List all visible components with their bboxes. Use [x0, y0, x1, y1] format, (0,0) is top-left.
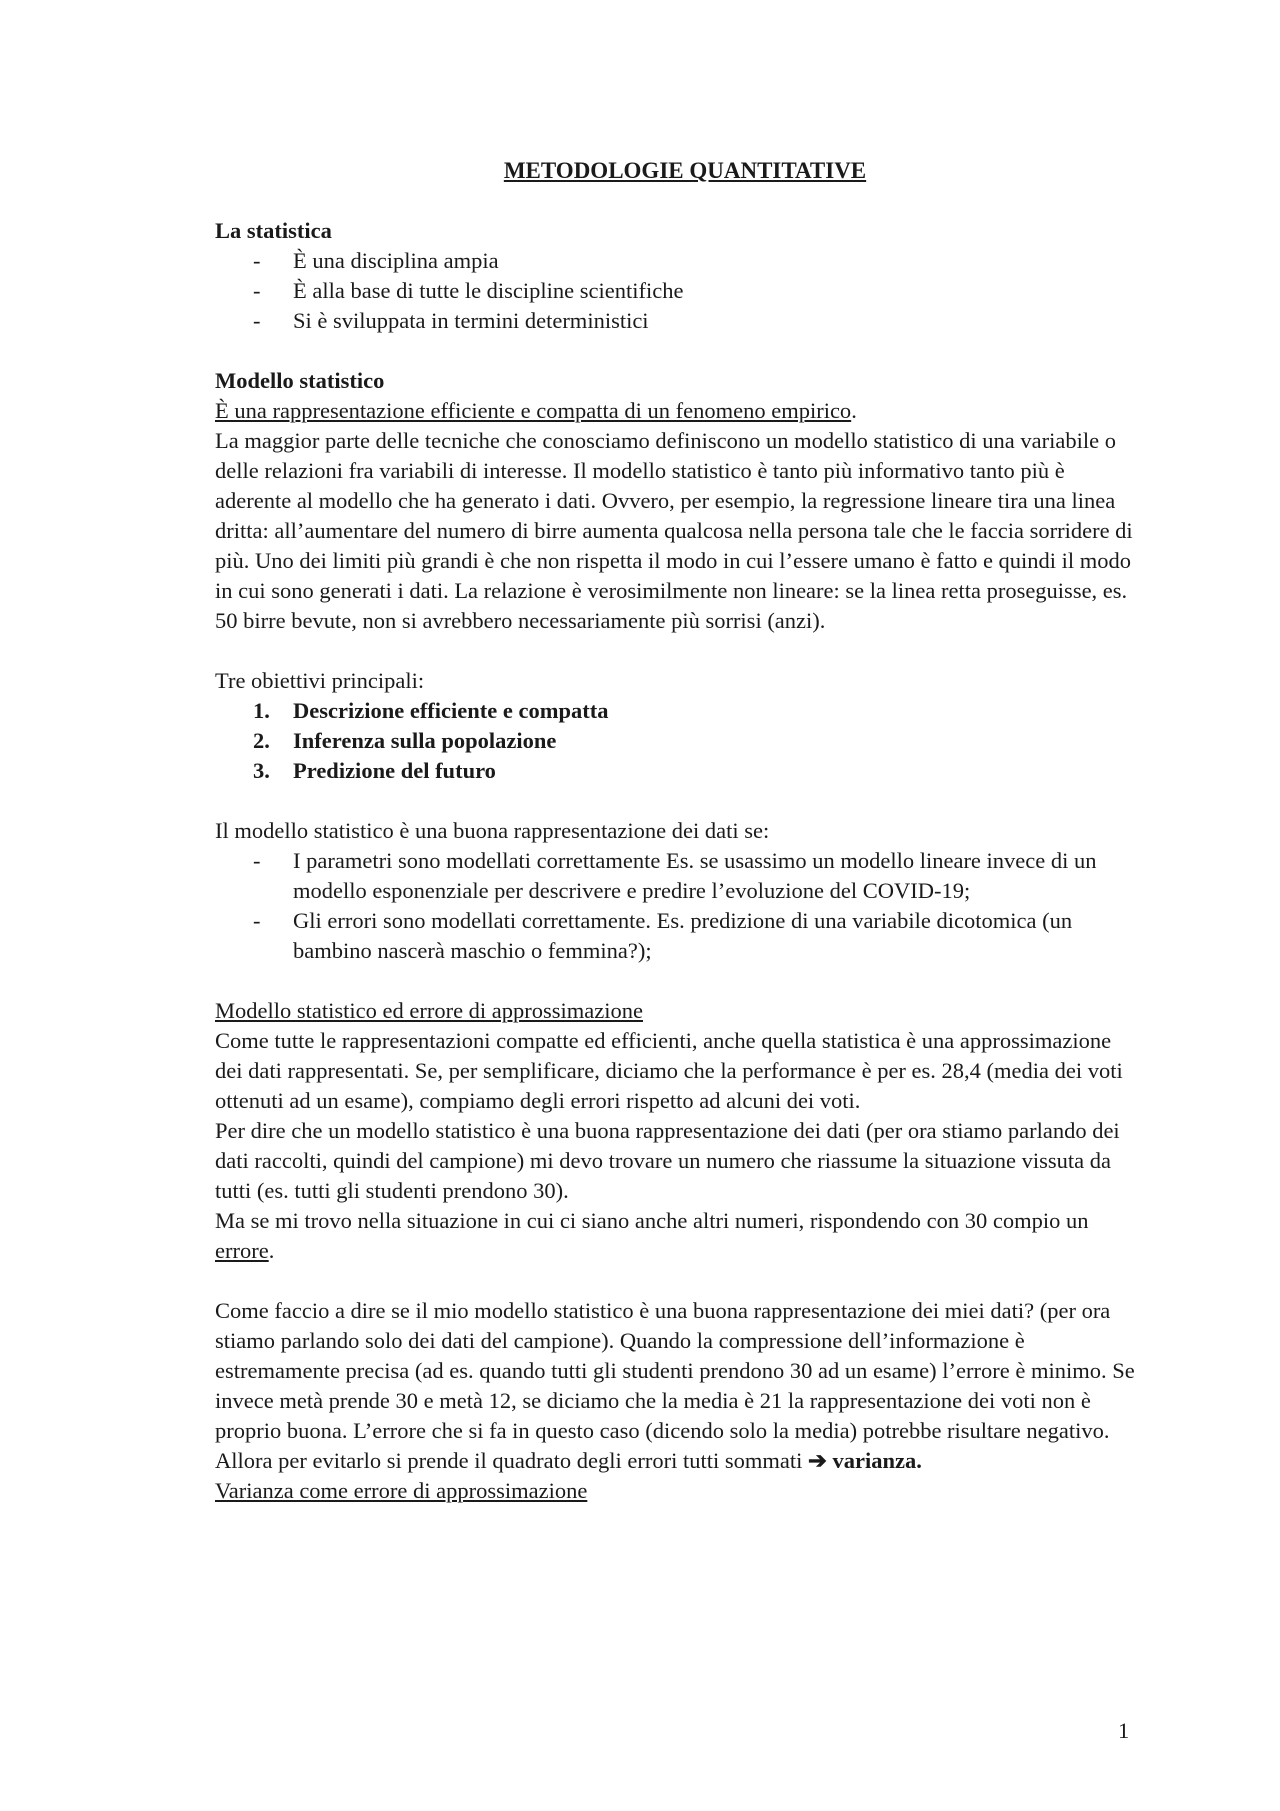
arrow-icon: ➔: [807, 1448, 827, 1473]
list-item: - Gli errori sono modellati correttamente. Es. predizione di una variabile dicotomica (un bambino nascerà maschio o femmina?);: [215, 906, 1135, 966]
objective-number: 1.: [253, 698, 270, 723]
varianza-conclusion: varianza.: [832, 1448, 922, 1473]
definition-text: È una rappresentazione efficiente e compatta di un fenomeno empirico: [215, 398, 852, 423]
section-heading-statistica: La statistica: [215, 218, 332, 243]
objective-item: [215, 726, 1135, 756]
subheading-varianza: Varianza come errore di approssimazione: [215, 1478, 588, 1503]
good-representation-list: [215, 846, 1135, 966]
objective-item: [215, 696, 1135, 726]
objective-number: 2.: [253, 728, 270, 753]
errore-underlined: errore: [215, 1238, 269, 1263]
modello-paragraph: La maggior parte delle tecniche che conosciamo definiscono un modello statistico di una variabile o delle relazioni fra variabili di interesse. Il modello statistico è tanto più informativo tanto più è aderente al modello che ha generato i dati. Ovvero, per esempio, la regressione lineare tira una linea dritta: all’aumentare del numero di birre aumenta qualcosa nella persona tale che le faccia sorridere di più. Uno dei limiti più grandi è che non rispetta il modo in cui l’essere umano è fatto e quindi il modo in cui sono generati i dati. La relazione è verosimilmente non lineare: se la linea retta proseguisse, es. 50 birre bevute, non si avrebbero necessariamente più sorrisi (anzi).: [215, 428, 1133, 633]
approx-paragraph-3-period: .: [268, 1238, 275, 1263]
objectives-list: [215, 696, 1135, 786]
subheading-approssimazione: Modello statistico ed errore di approssimazione: [215, 998, 644, 1023]
list-item: - Si è sviluppata in termini deterministici: [215, 306, 1135, 336]
objectives-intro: Tre obiettivi principali:: [215, 668, 425, 693]
list-item: - È alla base di tutte le discipline scientifiche: [215, 276, 1135, 306]
objective-text: Predizione del futuro: [293, 758, 496, 783]
approx-paragraph-1: Come tutte le rappresentazioni compatte ed efficienti, anche quella statistica è una approssimazione dei dati rappresentati. Se, per semplificare, diciamo che la performance è per es. 28,4 (media dei voti ottenuti ad un esame), compiamo degli errori rispetto ad alcuni dei voti.: [215, 1028, 1123, 1113]
objective-number: 3.: [253, 758, 270, 783]
page-number: 1: [1118, 1718, 1130, 1743]
approx-paragraph-3: [215, 1206, 1135, 1266]
approx-paragraph-2: Per dire che un modello statistico è una buona rappresentazione dei dati (per ora stiamo parlando dei dati raccolti, quindi del campione) mi devo trovare un numero che riassume la situazione vissuta da tutti (es. tutti gli studenti prendono 30).: [215, 1118, 1120, 1203]
section-heading-modello: Modello statistico: [215, 368, 385, 393]
definition-period: .: [851, 398, 857, 423]
document-title: METODOLOGIE QUANTITATIVE: [503, 158, 867, 183]
good-representation-intro: Il modello statistico è una buona rappresentazione dei dati se:: [215, 818, 770, 843]
objective-text: Inferenza sulla popolazione: [293, 728, 557, 753]
approx-paragraph-4-text: Come faccio a dire se il mio modello statistico è una buona rappresentazione dei miei dati? (per ora stiamo parlando solo dei dati del campione). Quando la compressione dell’informazione è estremamente precisa (ad es. quando tutti gli studenti prendono 30 ad un esame) l’errore è minimo. Se invece metà prende 30 e metà 12, se diciamo che la media è 21 la rappresentazione dei voti non è proprio buona. L’errore che si fa in questo caso (dicendo solo la media) potrebbe risultare negativo. Allora per evitarlo si prende il quadrato degli errori tutti sommati: [215, 1298, 1135, 1473]
definition-line: [215, 396, 1135, 426]
approx-paragraph-4: [215, 1296, 1135, 1476]
page-content: [215, 156, 1135, 1506]
list-item: - I parametri sono modellati correttamente Es. se usassimo un modello lineare invece di un modello esponenziale per descrivere e predire l’evoluzione del COVID-19;: [215, 846, 1135, 906]
list-item: - È una disciplina ampia: [215, 246, 1135, 276]
objective-item: [215, 756, 1135, 786]
objective-text: Descrizione efficiente e compatta: [293, 698, 609, 723]
statistica-list: [215, 246, 1135, 336]
approx-paragraph-3-text: Ma se mi trovo nella situazione in cui ci siano anche altri numeri, rispondendo con 30 compio un: [215, 1208, 1089, 1233]
